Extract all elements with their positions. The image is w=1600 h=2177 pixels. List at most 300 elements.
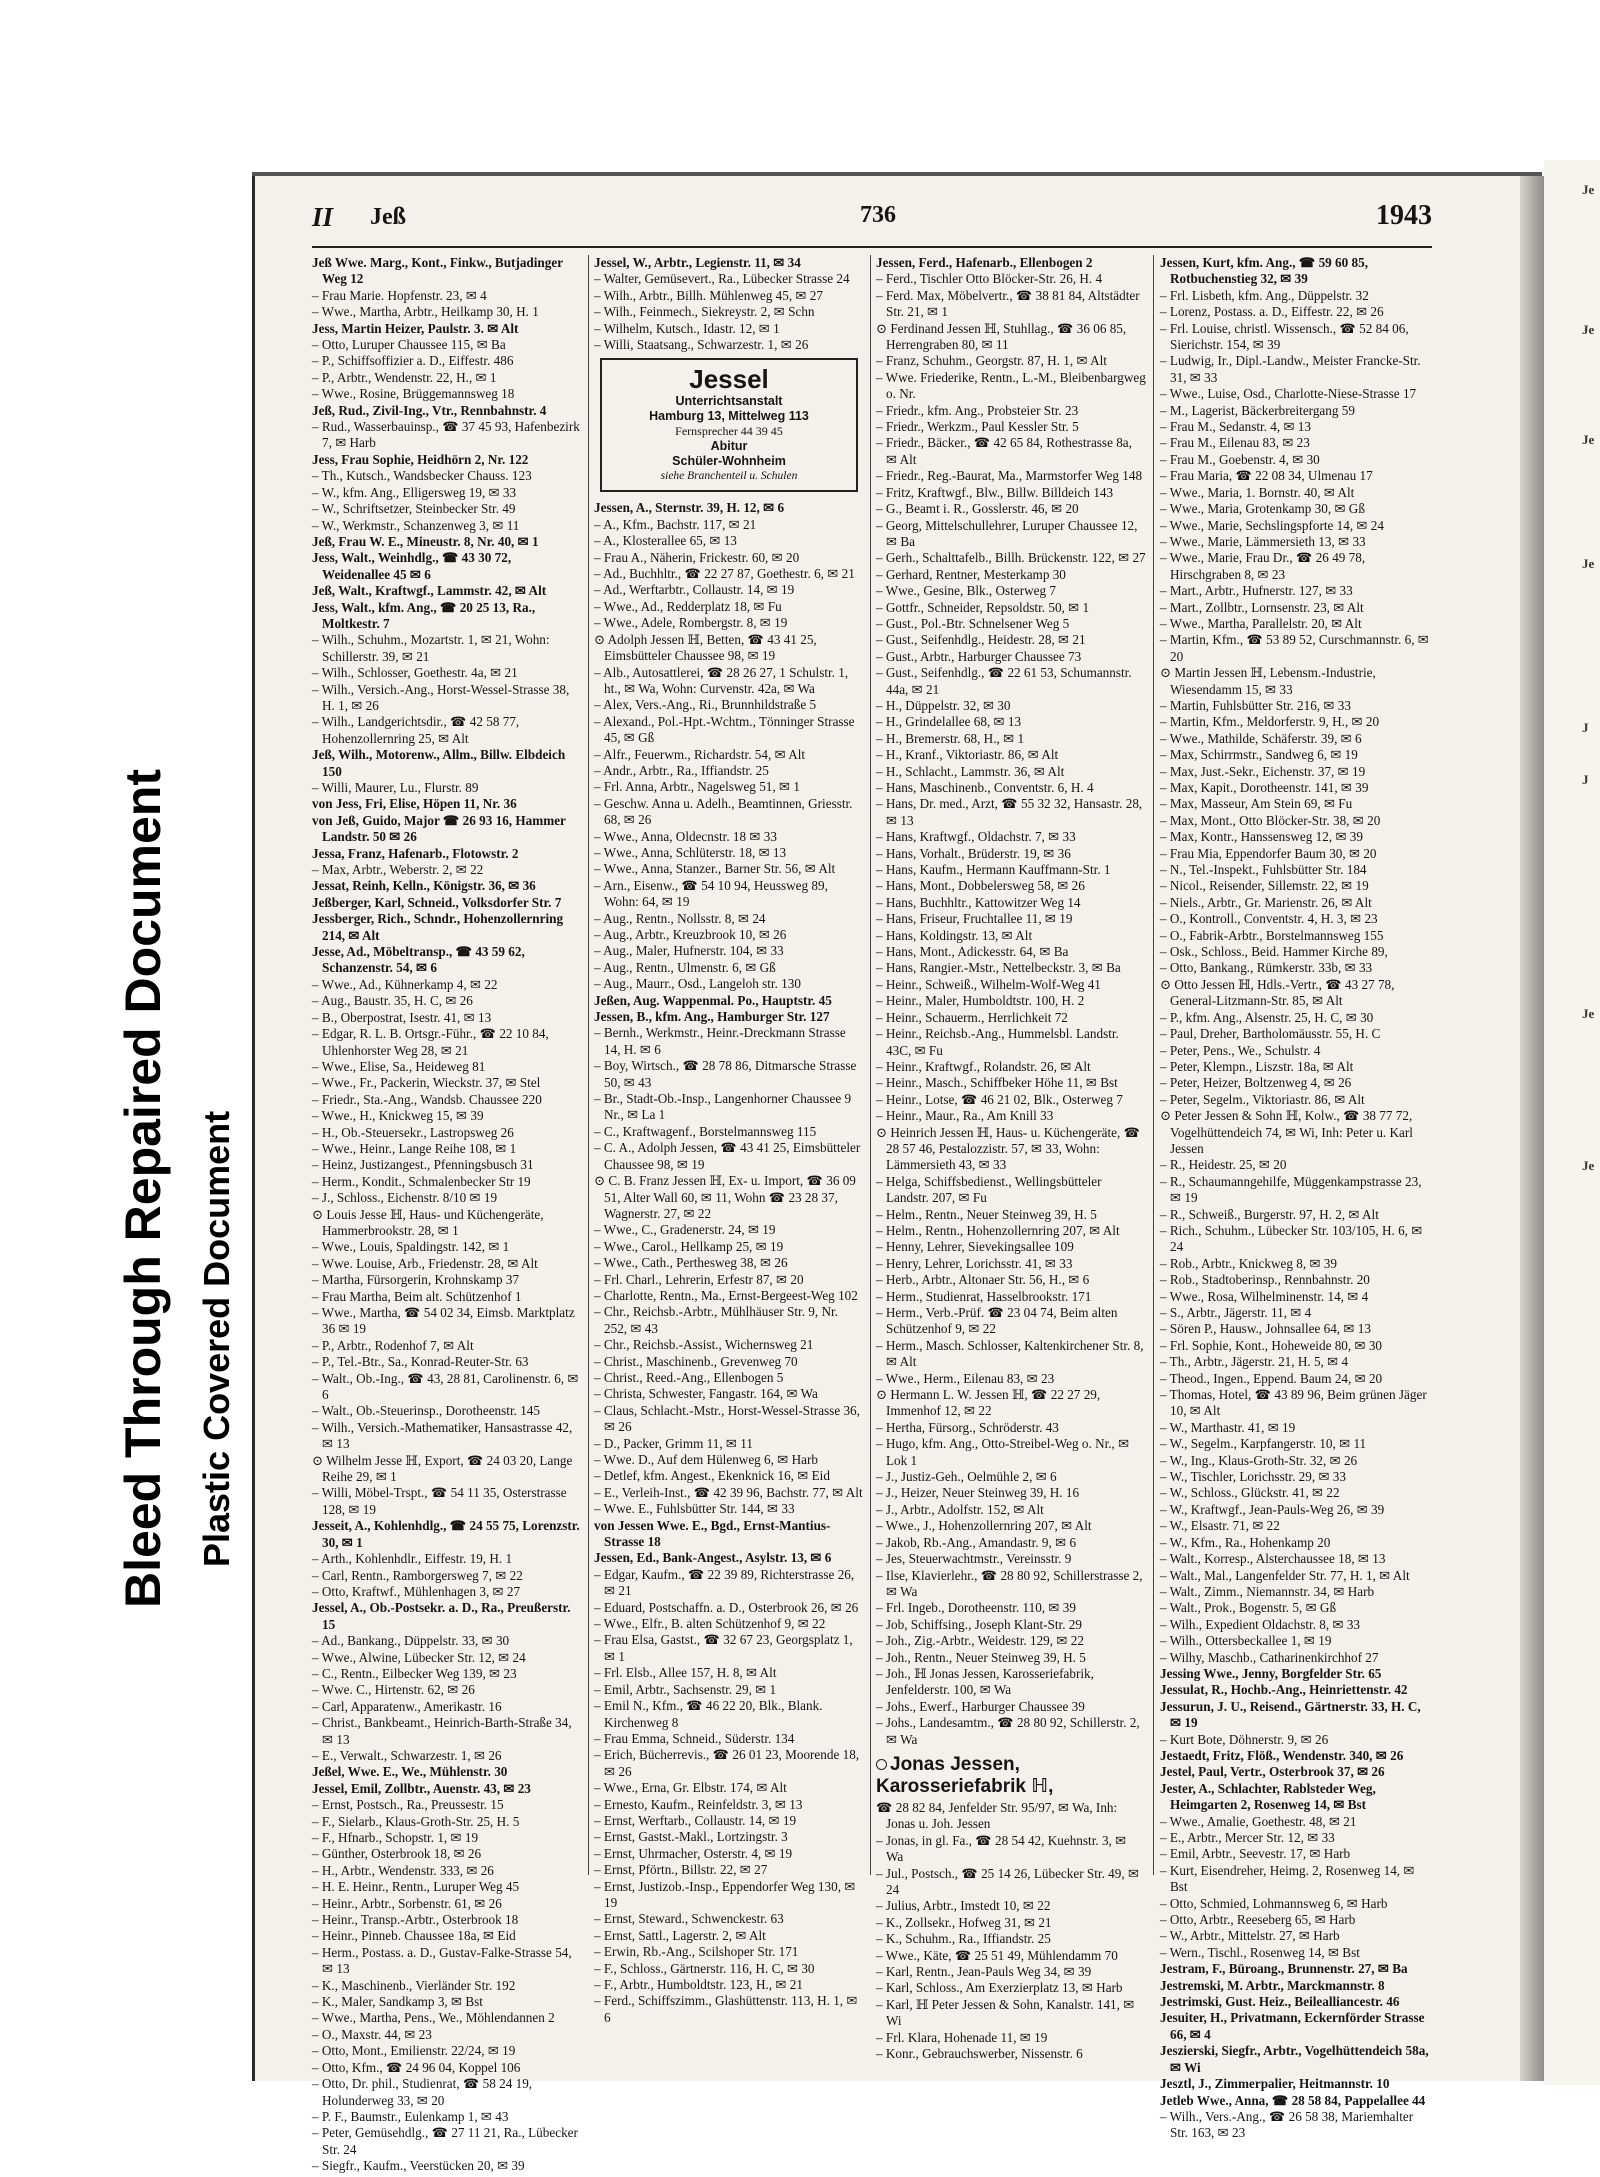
- page-fold-shadow: [1520, 176, 1544, 2081]
- directory-entry: – K., Zollsekr., Hofweg 31, ✉ 21: [876, 1914, 1052, 1930]
- directory-entry: Jessat, Reinh, Kelln., Königstr. 36, ✉ 36: [312, 878, 536, 894]
- directory-entry: – Joh., ℍ Jonas Jessen, Karosseriefabrik, Jenfelderstr. 100, ✉ Wa: [876, 1665, 1094, 1698]
- directory-entry: – Max, Masseur, Am Stein 69, ✉ Fu: [1160, 796, 1353, 812]
- directory-entry: – Chr., Reichsb.-Assist., Wichernsweg 21: [594, 1337, 814, 1353]
- directory-entry: – Peter, Gemüsehdlg., ☎ 27 11 21, Ra., Lübecker Str. 24: [312, 2125, 578, 2157]
- directory-entry: – Otto, Kfm., ☎ 24 96 04, Koppel 106: [312, 2059, 521, 2075]
- directory-entry: – Max, Mont., Otto Blöcker-Str. 38, ✉ 20: [1160, 812, 1381, 828]
- column-3-entries-top: [876, 255, 1146, 1748]
- ad-phone: Fernsprecher 44 39 45: [675, 424, 783, 439]
- directory-entry: – Emil N., Kfm., ☎ 46 22 20, Blk., Blank. Kirchenweg 8: [594, 1698, 823, 1730]
- directory-year: 1943: [1376, 200, 1432, 231]
- directory-entry: – Heinr., Masch., Schiffbeker Höhe 11, ✉ Bst: [876, 1075, 1118, 1091]
- directory-entry: – P., Schiffsoffizier a. D., Eiffestr. 486: [312, 353, 514, 369]
- directory-entry: – Wilh., Schlosser, Goethestr. 4a, ✉ 21: [312, 665, 518, 681]
- directory-entry: – S., Arbtr., Jägerstr. 11, ✉ 4: [1160, 1305, 1312, 1320]
- directory-entry: – Hans, Koldingstr. 13, ✉ Alt: [876, 927, 1033, 943]
- directory-entry: – Hans, Buchhltr., Kattowitzer Weg 14: [876, 894, 1081, 910]
- directory-entry: – Martin, Fuhlsbütter Str. 216, ✉ 33: [1160, 697, 1351, 713]
- directory-entry: – H., Schlacht., Lammstr. 36, ✉ Alt: [876, 763, 1065, 779]
- directory-entry: – Wilh., Arbtr., Billh. Mühlenweg 45, ✉ 27: [594, 287, 823, 303]
- directory-entry: – Max, Kontr., Hanssensweg 12, ✉ 39: [1160, 829, 1363, 845]
- directory-entry: – Aug., Baustr. 35, H. C, ✉ 26: [312, 993, 473, 1009]
- directory-entry: Jessen, Kurt, kfm. Ang., ☎ 59 60 85, Rotbuchenstieg 32, ✉ 39: [1160, 255, 1369, 287]
- ad-reference-note: siehe Branchenteil u. Schulen: [660, 470, 798, 483]
- directory-entry: – Job, Schiffsing., Joseph Klant-Str. 29: [876, 1616, 1082, 1632]
- directory-entry: – Emil, Arbtr., Seevestr. 17, ✉ Harb: [1160, 1846, 1351, 1862]
- directory-entry: – Wwe. Louise, Arb., Friedenstr. 28, ✉ Alt: [312, 1255, 538, 1271]
- directory-entry: – Otto, Schmied, Lohmannsweg 6, ✉ Harb: [1160, 1895, 1388, 1911]
- directory-entry: – Siegfr., Kaufm., Veerstücken 20, ✉ 39: [312, 2158, 525, 2174]
- directory-entry: – Theod., Ingen., Eppend. Baum 24, ✉ 20: [1160, 1370, 1383, 1386]
- directory-entry: – R., Heidestr. 25, ✉ 20: [1160, 1157, 1287, 1173]
- directory-entry: – Kurt, Eisendreher, Heimg. 2, Rosenweg 14, ✉ Bst: [1160, 1862, 1415, 1895]
- directory-entry: – Wwe., C., Gradenerstr. 24, ✉ 19: [594, 1222, 776, 1238]
- directory-entry: – W., Marthastr. 41, ✉ 19: [1160, 1419, 1296, 1435]
- directory-entry: – Heinr., Maler, Humboldtstr. 100, H. 2: [876, 993, 1085, 1009]
- directory-entry: – Chr., Reichsb.-Arbtr., Mühlhäuser Str. 9, Nr. 252, ✉ 43: [594, 1304, 838, 1336]
- directory-entry: – Frl. Klara, Hohenade 11, ✉ 19: [876, 2029, 1048, 2045]
- directory-entry: ⊙ Hermann L. W. Jessen ℍ, ☎ 22 27 29, Immenhof 12, ✉ 22: [876, 1387, 1101, 1419]
- adjacent-page-edge: [1544, 160, 1600, 2085]
- directory-entry: – Wilh., Vers.-Ang., ☎ 26 58 38, Mariemhalter Str. 163, ✉ 23: [1160, 2108, 1414, 2141]
- directory-entry: – Claus, Schlacht.-Mstr., Horst-Wessel-Strasse 36, ✉ 26: [594, 1402, 860, 1435]
- page-header: [312, 202, 1432, 242]
- directory-entry: – Herm., Studienrat, Hasselbrookstr. 171: [876, 1288, 1092, 1304]
- directory-entry: – Frl. Louise, christl. Wissensch., ☎ 52 84 06, Sierichstr. 154, ✉ 39: [1160, 320, 1409, 353]
- directory-entry: Jestram, F., Büroang., Brunnenstr. 27, ✉ Ba: [1160, 1961, 1408, 1977]
- directory-entry: – Wwe., Maria, 1. Bornstr. 40, ✉ Alt: [1160, 484, 1355, 500]
- directory-entry: – Wwe., Heinr., Lange Reihe 108, ✉ 1: [312, 1140, 517, 1156]
- directory-entry: – Jes, Steuerwachtmstr., Vereinsstr. 9: [876, 1551, 1072, 1567]
- directory-entry: – Wwe., Käte, ☎ 25 51 49, Mühlendamm 70: [876, 1947, 1118, 1963]
- directory-entry: Jess, Walt., kfm. Ang., ☎ 20 25 13, Ra., Moltkestr. 7: [312, 599, 536, 631]
- directory-entry: – H., Ob.-Steuersekr., Lastropsweg 26: [312, 1124, 514, 1140]
- directory-entry: – K., Schuhm., Ra., Iffiandstr. 25: [876, 1931, 1051, 1947]
- directory-entry: – Wwe., Anna, Stanzer., Barner Str. 56, ✉ Alt: [594, 861, 836, 877]
- directory-entry: – W., Ing., Klaus-Groth-Str. 32, ✉ 26: [1160, 1452, 1358, 1468]
- directory-entry: – Frau Mia, Eppendorfer Baum 30, ✉ 20: [1160, 845, 1377, 861]
- directory-entry: – Herb., Arbtr., Altonaer Str. 56, H., ✉ 6: [876, 1272, 1090, 1288]
- directory-entry: – A., Kfm., Bachstr. 117, ✉ 21: [594, 516, 757, 532]
- directory-entry: – Karl, ℍ Peter Jessen & Sohn, Kanalstr. 141, ✉ Wi: [876, 1996, 1135, 2029]
- directory-entry: – Th., Arbtr., Jägerstr. 21, H. 5, ✉ 4: [1160, 1354, 1349, 1370]
- directory-entry: – Georg, Mittelschullehrer, Luruper Chaussee 12, ✉ Ba: [876, 517, 1138, 549]
- directory-entry: – Martin, Kfm., Meldorferstr. 9, H., ✉ 20: [1160, 714, 1380, 730]
- column-2: [594, 255, 864, 2025]
- directory-entry: – Aug., Maler, Hufnerstr. 104, ✉ 33: [594, 943, 784, 959]
- directory-entry: Jess, Walt., Weinhdlg., ☎ 43 30 72, Weidenallee 45 ✉ 6: [312, 550, 512, 582]
- directory-entry: ⊙ Heinrich Jessen ℍ, Haus- u. Küchengeräte, ☎ 28 57 46, Pestalozzistr. 57, ✉ 33, Wohn: Lämmersieth 43, ✉ 33: [876, 1124, 1141, 1173]
- directory-entry: – Heinr., Pinneb. Chaussee 18a, ✉ Eid: [312, 1928, 516, 1944]
- directory-entry: – Frl. Sophie, Kont., Hoheweide 80, ✉ 30: [1160, 1337, 1383, 1353]
- directory-entry: – Wwe., Ad., Redderplatz 18, ✉ Fu: [594, 598, 782, 614]
- directory-entry: – E., Verleih-Inst., ☎ 42 39 96, Bachstr. 77, ✉ Alt: [594, 1484, 863, 1500]
- directory-entry: – Ad., Buchhltr., ☎ 22 27 87, Goethestr. 6, ✉ 21: [594, 566, 855, 582]
- directory-entry: – Wwe., Maria, Grotenkamp 30, ✉ Gß: [1160, 501, 1365, 517]
- directory-entry: – Otto, Bankang., Rümkerstr. 33b, ✉ 33: [1160, 960, 1373, 976]
- directory-entry: ⊙ Ferdinand Jessen ℍ, Stuhllag., ☎ 36 06 85, Herrengraben 80, ✉ 11: [876, 320, 1127, 353]
- directory-entry: – H., Bremerstr. 68, H., ✉ 1: [876, 730, 1025, 746]
- directory-entry: – Walt., Prok., Bogenstr. 5, ✉ Gß: [1160, 1600, 1337, 1616]
- directory-entry: – Hugo, kfm. Ang., Otto-Streibel-Weg o. Nr., ✉ Lok 1: [876, 1436, 1130, 1468]
- column-3: [876, 255, 1146, 2062]
- column-divider: [1153, 255, 1154, 1875]
- directory-entry: – Alexand., Pol.-Hpt.-Wchtm., Tönninger Strasse 45, ✉ Gß: [594, 713, 855, 746]
- adjacent-page-letter: Je: [1582, 432, 1595, 447]
- column-divider: [588, 255, 589, 1875]
- directory-entry: – Wwe., Alwine, Lübecker Str. 12, ✉ 24: [312, 1649, 526, 1665]
- directory-entry: – Carl, Rentn., Ramborgersweg 7, ✉ 22: [312, 1567, 523, 1583]
- directory-entry: – Wwe., Marie, Frau Dr., ☎ 26 49 78, Hirschgraben 8, ✉ 23: [1160, 550, 1366, 582]
- directory-entry: – Frau M., Sedanstr. 4, ✉ 13: [1160, 419, 1311, 435]
- directory-entry: – Wwe., Elise, Sa., Heideweg 81: [312, 1058, 486, 1074]
- directory-entry: – A., Klosterallee 65, ✉ 13: [594, 533, 737, 549]
- directory-entry: – Wwe., Fr., Packerin, Wieckstr. 37, ✉ Stel: [312, 1075, 541, 1091]
- directory-entry: – Heinr., Lotse, ☎ 46 21 02, Blk., Osterweg 7: [876, 1091, 1123, 1107]
- directory-entry: – Karl, Rentn., Jean-Pauls Weg 34, ✉ 39: [876, 1964, 1092, 1980]
- directory-entry: – Hans, Dr. med., Arzt, ☎ 55 32 32, Hansastr. 28, ✉ 13: [876, 796, 1143, 828]
- directory-entry: – Willi, Möbel-Trspt., ☎ 54 11 35, Osterstrasse 128, ✉ 19: [312, 1485, 567, 1517]
- directory-entry: Jessurun, J. U., Reisend., Gärtnerstr. 33, H. C, ✉ 19: [1160, 1698, 1421, 1731]
- directory-entry: – Willi, Maurer, Lu., Flurstr. 89: [312, 780, 479, 795]
- directory-entry: – Wwe., Cath., Perthesweg 38, ✉ 26: [594, 1255, 788, 1271]
- directory-entry: – Kurt Bote, Döhnerstr. 9, ✉ 26: [1160, 1731, 1329, 1747]
- header-keyword: Jeß: [370, 204, 406, 230]
- directory-entry: – Bernh., Werkmstr., Heinr.-Dreckmann Strasse 14, H. ✉ 6: [594, 1025, 846, 1057]
- directory-entry: – Otto, Kraftwf., Mühlenhagen 3, ✉ 27: [312, 1583, 521, 1599]
- adjacent-page-letter: Je: [1582, 556, 1595, 571]
- directory-entry: – G., Beamt i. R., Gosslerstr. 46, ✉ 20: [876, 501, 1079, 517]
- column-4: [1160, 255, 1432, 2141]
- directory-entry: Jess, Frau Sophie, Heidhörn 2, Nr. 122: [312, 451, 529, 467]
- directory-entry: – Friedr., Reg.-Baurat, Ma., Marmstorfer Weg 148: [876, 468, 1143, 484]
- column-1: [312, 255, 582, 2174]
- directory-entry: – Jonas, in gl. Fa., ☎ 28 54 42, Kuehnstr. 3, ✉ Wa: [876, 1832, 1127, 1865]
- directory-entry: ⊙ Adolph Jessen ℍ, Betten, ☎ 43 41 25, Eimsbütteler Chaussee 98, ✉ 19: [594, 631, 817, 664]
- directory-entry: – Wilh., Versich.-Mathematiker, Hansastrasse 42, ✉ 13: [312, 1419, 573, 1452]
- directory-entry: – Wwe., Martha, Arbtr., Heilkamp 30, H. 1: [312, 304, 539, 320]
- directory-entry: – Aug., Rentn., Ulmenstr. 6, ✉ Gß: [594, 959, 776, 975]
- directory-entry: – Gust., Seifenhdlg., Heidestr. 28, ✉ 21: [876, 632, 1086, 648]
- directory-entry: – Günther, Osterbrook 18, ✉ 26: [312, 1846, 482, 1862]
- directory-entry: – Rob., Arbtr., Knickweg 8, ✉ 39: [1160, 1255, 1337, 1271]
- directory-entry: Jesztl, J., Zimmerpalier, Heitmannstr. 10: [1160, 2076, 1390, 2092]
- directory-entry: – Wwe., Martha, ☎ 54 02 34, Eimsb. Marktplatz 36 ✉ 19: [312, 1305, 575, 1337]
- directory-entry: – P., kfm. Ang., Alsenstr. 25, H. C, ✉ 30: [1160, 1009, 1374, 1025]
- directory-entry: – Wwe., Martha, Parallelstr. 20, ✉ Alt: [1160, 615, 1362, 631]
- directory-entry: – Gust., Seifenhdlg., ☎ 22 61 53, Schumannstr. 44a, ✉ 21: [876, 665, 1132, 697]
- directory-entry: – Frau Maria, ☎ 22 08 34, Ulmenau 17: [1160, 468, 1373, 484]
- directory-entry: – Wwe., Rosine, Brüggemannsweg 18: [312, 386, 515, 402]
- directory-entry: – C., Kraftwagenf., Borstelmannsweg 115: [594, 1123, 817, 1139]
- directory-entry: – W., Schriftsetzer, Steinbecker Str. 49: [312, 501, 516, 517]
- directory-entry: – Joh., Zig.-Arbtr., Weidestr. 129, ✉ 22: [876, 1633, 1084, 1649]
- directory-entry: – Max, Schirrmstr., Sandweg 6, ✉ 19: [1160, 747, 1358, 763]
- directory-entry: Jestremski, M. Arbtr., Marckmannstr. 8: [1160, 1977, 1385, 1993]
- directory-entry: – Hans, Mont., Dobbelersweg 58, ✉ 26: [876, 878, 1085, 894]
- directory-entry: – Erich, Bücherrevis., ☎ 26 01 23, Moorende 18, ✉ 26: [594, 1747, 860, 1779]
- directory-entry: – Christ., Reed.-Ang., Ellenbogen 5: [594, 1369, 784, 1385]
- directory-entry: – C., Rentn., Eilbecker Weg 139, ✉ 23: [312, 1665, 517, 1681]
- directory-entry: Jesse, Ad., Möbeltransp., ☎ 43 59 62, Schanzenstr. 54, ✉ 6: [312, 944, 525, 976]
- directory-entry: – Wwe., Elfr., B. alten Schützenhof 9, ✉ 22: [594, 1616, 826, 1632]
- directory-entry: – Konr., Gebrauchswerber, Nissenstr. 6: [876, 2046, 1083, 2062]
- directory-entry: – Rob., Stadtoberinsp., Rennbahnstr. 20: [1160, 1272, 1370, 1288]
- directory-entry: – Walt., Korresp., Alsterchaussee 18, ✉ 13: [1160, 1551, 1386, 1567]
- directory-entry: – Wilhy, Maschb., Catharinenkirchhof 27: [1160, 1649, 1379, 1665]
- directory-entry: – Frau M., Goebenstr. 4, ✉ 30: [1160, 451, 1320, 467]
- directory-entry: – Wwe., Herm., Eilenau 83, ✉ 23: [876, 1370, 1055, 1386]
- directory-entry: – Hans, Vorhalt., Brüderstr. 19, ✉ 36: [876, 845, 1071, 861]
- directory-entry: – Max, Kapit., Dorotheenstr. 141, ✉ 39: [1160, 780, 1369, 795]
- featured-company-name: Jonas Jessen, Karosseriefabrik ℍ,: [876, 1753, 1054, 1797]
- directory-entry: – Niels., Arbtr., Gr. Marienstr. 26, ✉ Alt: [1160, 894, 1372, 910]
- directory-entry: – Eduard, Postschaffn. a. D., Osterbrook 26, ✉ 26: [594, 1599, 859, 1615]
- directory-entry: – Arth., Kohlenhdlr., Eiffestr. 19, H. 1: [312, 1551, 513, 1567]
- directory-entry: – Wwe., Louis, Spaldingstr. 142, ✉ 1: [312, 1239, 510, 1255]
- directory-entry: Jesuiter, H., Privatmann, Eckernförder Strasse 66, ✉ 4: [1160, 2010, 1425, 2042]
- directory-entry: – Hans, Mont., Adickesstr. 64, ✉ Ba: [876, 944, 1069, 960]
- directory-entry: – W., Arbtr., Mittelstr. 27, ✉ Harb: [1160, 1928, 1340, 1944]
- directory-entry: Jeßberger, Karl, Schneid., Volksdorfer Str. 7: [312, 894, 562, 910]
- directory-entry: – Wilh., Schuhm., Mozartstr. 1, ✉ 21, Wohn: Schillerstr. 39, ✉ 21: [312, 632, 550, 664]
- directory-entry: – D., Packer, Grimm 11, ✉ 11: [594, 1435, 753, 1451]
- directory-entry: – H. E. Heinr., Rentn., Luruper Weg 45: [312, 1879, 520, 1895]
- directory-entry: – Heinr., Kraftwgf., Rolandstr. 26, ✉ Alt: [876, 1058, 1091, 1074]
- directory-entry: – O., Fabrik-Arbtr., Borstelmannsweg 155: [1160, 927, 1384, 943]
- directory-entry: – Wwe., Anna, Oldecnstr. 18 ✉ 33: [594, 828, 777, 844]
- adjacent-page-letter: Je: [1582, 1158, 1595, 1173]
- directory-entry: – Wwe., Erna, Gr. Elbstr. 174, ✉ Alt: [594, 1780, 787, 1796]
- directory-entry: – Friedr., kfm. Ang., Probsteier Str. 23: [876, 402, 1079, 418]
- directory-entry: – Peter, Pens., We., Schulstr. 4: [1160, 1042, 1321, 1058]
- directory-entry: – Osk., Schloss., Beid. Hammer Kirche 89,: [1160, 944, 1388, 960]
- directory-entry: – Herm., Masch. Schlosser, Kaltenkirchener Str. 8, ✉ Alt: [876, 1337, 1144, 1370]
- directory-entry: – Joh., Rentn., Neuer Steinweg 39, H. 5: [876, 1649, 1086, 1665]
- directory-entry: – Wilh., Landgerichtsdir., ☎ 42 58 77, Hohenzollernring 25, ✉ Alt: [312, 714, 520, 746]
- page-number: 736: [860, 202, 896, 228]
- directory-entry: – Mart., Zollbtr., Lornsenstr. 23, ✉ Alt: [1160, 599, 1364, 615]
- directory-entry: – Jul., Postsch., ☎ 25 14 26, Lübecker Str. 49, ✉ 24: [876, 1865, 1140, 1897]
- directory-entry: – J., Justiz-Geh., Oelmühle 2, ✉ 6: [876, 1469, 1057, 1485]
- directory-entry: – F., Schloss., Gärtnerstr. 116, H. C, ✉ 30: [594, 1960, 815, 1976]
- directory-entry: – Edgar, Kaufm., ☎ 22 39 89, Richterstrasse 26, ✉ 21: [594, 1566, 855, 1599]
- directory-entry: – Karl, Schloss., Am Exerzierplatz 13, ✉ Harb: [876, 1980, 1123, 1996]
- directory-entry: – Hans, Kaufm., Hermann Kauffmann-Str. 1: [876, 862, 1111, 878]
- directory-entry: – Helm., Rentn., Hohenzollernring 207, ✉ Alt: [876, 1222, 1120, 1238]
- directory-entry: – Wwe. C., Hirtenstr. 62, ✉ 26: [312, 1682, 475, 1698]
- directory-entry: – W., kfm. Ang., Elligersweg 19, ✉ 33: [312, 484, 517, 500]
- directory-entry: – Erwin, Rb.-Ang., Scilshoper Str. 171: [594, 1944, 799, 1960]
- directory-entry: – Ernst, Sattl., Lagerstr. 2, ✉ Alt: [594, 1927, 766, 1943]
- ad-dormitory: Schüler-Wohnheim: [672, 454, 786, 469]
- directory-entry: – Christ., Bankbeamt., Heinrich-Barth-Straße 34, ✉ 13: [312, 1715, 572, 1747]
- directory-entry: Jester, A., Schlachter, Rablsteder Weg, Heimgarten 2, Rosenweg 14, ✉ Bst: [1160, 1780, 1376, 1813]
- directory-entry: – E., Arbtr., Mercer Str. 12, ✉ 33: [1160, 1830, 1335, 1845]
- directory-entry: – Heinr., Schauerm., Herrlichkeit 72: [876, 1009, 1068, 1025]
- directory-entry: – W., Elsastr. 71, ✉ 22: [1160, 1518, 1280, 1534]
- directory-entry: Jessulat, R., Hochb.-Ang., Heinriettenstr. 42: [1160, 1682, 1408, 1698]
- directory-entry: – Frl. Elsb., Allee 157, H. 8, ✉ Alt: [594, 1665, 777, 1681]
- directory-entry: – Christa, Schwester, Fangastr. 164, ✉ Wa: [594, 1386, 818, 1402]
- directory-entry: – Hans, Kraftwgf., Oldachstr. 7, ✉ 33: [876, 829, 1076, 845]
- directory-entry: – Heinr., Schweiß., Wilhelm-Wolf-Weg 41: [876, 976, 1101, 992]
- directory-entry: Jeß Wwe. Marg., Kont., Finkw., Butjadinger Weg 12: [312, 255, 563, 287]
- directory-entry: – Ernst, Pförtn., Billstr. 22, ✉ 27: [594, 1862, 768, 1878]
- directory-entry: Jess, Martin Heizer, Paulstr. 3. ✉ Alt: [312, 320, 519, 336]
- directory-entry: Jeß, Walt., Kraftwgf., Lammstr. 42, ✉ Alt: [312, 583, 547, 599]
- directory-entry: – Peter, Heizer, Boltzenweg 4, ✉ 26: [1160, 1075, 1352, 1091]
- directory-entry: Jeßen, Aug. Wappenmal. Po., Hauptstr. 45: [594, 992, 832, 1008]
- directory-entry: – Br., Stadt-Ob.-Insp., Langenhorner Chaussee 9 Nr., ✉ La 1: [594, 1091, 852, 1123]
- directory-entry: – O., Maxstr. 44, ✉ 23: [312, 2026, 432, 2042]
- directory-entry: – Christ., Maschinenb., Grevenweg 70: [594, 1353, 798, 1369]
- directory-entry: Jestaedt, Fritz, Flöß., Wendenstr. 340, ✉ 26: [1160, 1747, 1404, 1763]
- directory-entry: – J., Heizer, Neuer Steinweg 39, H. 16: [876, 1485, 1080, 1501]
- directory-entry: – Julius, Arbtr., Imstedt 10, ✉ 22: [876, 1898, 1051, 1914]
- directory-entry: ⊙ Otto Jessen ℍ, Hdls.-Vertr., ☎ 43 27 78, General-Litzmann-Str. 85, ✉ Alt: [1160, 976, 1395, 1009]
- directory-entry: – Herm., Kondit., Schmalenbecker Str 19: [312, 1173, 531, 1189]
- directory-entry: – Frau Elsa, Gastst., ☎ 32 67 23, Georgsplatz 1, ✉ 1: [594, 1632, 853, 1664]
- directory-entry: ☎ 28 82 84, Jenfelder Str. 95/97, ✉ Wa, Inh: Jonas u. Joh. Jessen: [876, 1799, 1118, 1832]
- directory-entry: – Wilhelm, Kutsch., Idastr. 12, ✉ 1: [594, 320, 780, 336]
- directory-entry: Jessa, Franz, Hafenarb., Flotowstr. 2: [312, 845, 519, 861]
- directory-entry: – Nicol., Reisender, Sillemstr. 22, ✉ 19: [1160, 878, 1369, 894]
- directory-entry: – K., Maschinenb., Vierländer Str. 192: [312, 1977, 516, 1993]
- directory-entry: Jesseit, A., Kohlenhdlg., ☎ 24 55 75, Lorenzstr. 30, ✉ 1: [312, 1518, 580, 1550]
- directory-entry: – Martha, Fürsorgerin, Krohnskamp 37: [312, 1272, 520, 1288]
- directory-entry: Jeszierski, Siegfr., Arbtr., Vogelhüttendeich 58a, ✉ Wi: [1160, 2043, 1429, 2075]
- directory-entry: – Friedr., Sta.-Ang., Wandsb. Chaussee 220: [312, 1091, 542, 1107]
- directory-entry: – Wwe., Gesine, Blk., Osterweg 7: [876, 583, 1056, 599]
- directory-entry: – Ludwig, Ir., Dipl.-Landw., Meister Francke-Str. 31, ✉ 33: [1160, 353, 1421, 385]
- directory-entry: – Heinr., Reichsb.-Ang., Hummelsbl. Landstr. 43C, ✉ Fu: [876, 1026, 1119, 1058]
- directory-entry: – Wwe., Anna, Schlüterstr. 18, ✉ 13: [594, 844, 787, 860]
- directory-entry: Jessen, Ferd., Hafenarb., Ellenbogen 2: [876, 255, 1093, 270]
- directory-entry: – R., Schaumanngehilfe, Müggenkampstrasse 23, ✉ 19: [1160, 1173, 1422, 1206]
- directory-entry: – Wwe. D., Auf dem Hülenweg 6, ✉ Harb: [594, 1452, 818, 1467]
- directory-entry: ⊙ Peter Jessen & Sohn ℍ, Kolw., ☎ 38 77 72, Vogelhüttendeich 74, ✉ Wi, Inh: Peter u. Karl Jessen: [1160, 1108, 1413, 1156]
- directory-entry: – Friedr., Bäcker., ☎ 42 65 84, Rothestrasse 8a, ✉ Alt: [876, 435, 1132, 467]
- directory-entry: – Lorenz, Postass. a. D., Eiffestr. 22, ✉ 26: [1160, 304, 1384, 320]
- directory-entry: – W., Kraftwgf., Jean-Pauls-Weg 26, ✉ 39: [1160, 1501, 1385, 1517]
- directory-entry: – Frau A., Näherin, Frickestr. 60, ✉ 20: [594, 549, 800, 565]
- directory-entry: – Willi, Staatsang., Schwarzestr. 1, ✉ 26: [594, 337, 809, 353]
- directory-entry: – W., Schloss., Glückstr. 41, ✉ 22: [1160, 1485, 1340, 1501]
- directory-entry: – Ad., Werftarbtr., Collaustr. 14, ✉ 19: [594, 582, 795, 598]
- directory-entry: – Andr., Arbtr., Ra., Iffiandstr. 25: [594, 762, 769, 778]
- column-2-entries-top: [594, 255, 864, 353]
- directory-entry: – C. A., Adolph Jessen, ☎ 43 41 25, Eimsbütteler Chaussee 98, ✉ 19: [594, 1140, 861, 1172]
- directory-entry: – Gerhard, Rentner, Mesterkamp 30: [876, 566, 1066, 582]
- directory-entry: – Sören P., Hausw., Johnsallee 64, ✉ 13: [1160, 1321, 1371, 1337]
- directory-entry: von Jessen Wwe. E., Bgd., Ernst-Mantius-Strasse 18: [594, 1517, 831, 1550]
- directory-entry: – Wilh., Ottersbeckallee 1, ✉ 19: [1160, 1633, 1332, 1649]
- directory-entry: – W., Werkmstr., Schanzenweg 3, ✉ 11: [312, 517, 520, 533]
- directory-entry: ⊙ Wilhelm Jesse ℍ, Export, ☎ 24 03 20, Lange Reihe 29, ✉ 1: [312, 1452, 573, 1485]
- directory-entry: – Wwe., Martha, Pens., We., Möhlendannen 2: [312, 2010, 555, 2026]
- directory-entry: – Charlotte, Rentn., Ma., Ernst-Bergeest-Weg 102: [594, 1287, 858, 1303]
- directory-entry: – Heinz, Justizangest., Pfenningsbusch 31: [312, 1157, 534, 1173]
- directory-entry: – Ernst, Steward., Schwenckestr. 63: [594, 1911, 784, 1927]
- directory-entry: – Carl, Apparatenw., Amerikastr. 16: [312, 1698, 502, 1714]
- directory-entry: – Ferd., Tischler Otto Blöcker-Str. 26, H. 4: [876, 271, 1103, 287]
- directory-entry: – Walt., Mal., Langenfelder Str. 77, H. 1, ✉ Alt: [1160, 1567, 1410, 1583]
- directory-entry: – Gottfr., Schneider, Repsoldstr. 50, ✉ 1: [876, 599, 1090, 615]
- directory-entry: – Peter, Segelm., Viktoriastr. 86, ✉ Alt: [1160, 1091, 1365, 1107]
- directory-entry: – H., Kranf., Viktoriastr. 86, ✉ Alt: [876, 747, 1059, 763]
- directory-entry: – Aug., Maurr., Osd., Langeloh str. 130: [594, 976, 801, 992]
- directory-entry: – F., Sielarb., Klaus-Groth-Str. 25, H. 5: [312, 1813, 520, 1829]
- featured-company-entry: [876, 1754, 1146, 1798]
- directory-entry: – Boy, Wirtsch., ☎ 28 78 86, Ditmarsche Strasse 50, ✉ 43: [594, 1058, 857, 1090]
- directory-entry: – M., Lagerist, Bäckerbreitergang 59: [1160, 402, 1355, 418]
- directory-entry: – Jakob, Rb.-Ang., Amandastr. 9, ✉ 6: [876, 1534, 1077, 1550]
- directory-entry: von Jeß, Guido, Major ☎ 26 93 16, Hammer Landstr. 50 ✉ 26: [312, 812, 566, 845]
- directory-entry: – Ernst, Justizob.-Insp., Eppendorfer Weg 130, ✉ 19: [594, 1878, 856, 1910]
- directory-entry: Jessen, B., kfm. Ang., Hamburger Str. 127: [594, 1009, 830, 1025]
- directory-entry: Jetleb Wwe., Anna, ☎ 28 58 84, Pappelallee 44: [1160, 2092, 1426, 2108]
- directory-entry: – Walt., Ob.-Ing., ☎ 43, 28 81, Carolinenstr. 6, ✉ 6: [312, 1370, 579, 1403]
- directory-entry: von Jess, Fri, Elise, Höpen 11, Nr. 36: [312, 796, 517, 812]
- directory-entry: – Hans, Maschinenb., Conventstr. 6, H. 4: [876, 780, 1094, 795]
- directory-entry: – Heinr., Transp.-Arbtr., Osterbrook 18: [312, 1912, 519, 1928]
- directory-entry: – W., Segelm., Karpfangerstr. 10, ✉ 11: [1160, 1436, 1367, 1452]
- directory-entry: – H., Grindelallee 68, ✉ 13: [876, 714, 1022, 730]
- directory-entry: – Helga, Schiffsbedienst., Wellingsbütteler Landstr. 207, ✉ Fu: [876, 1173, 1102, 1206]
- directory-entry: – P., Tel.-Btr., Sa., Konrad-Reuter-Str. 63: [312, 1354, 529, 1370]
- directory-entry: – Wern., Tischl., Rosenweg 14, ✉ Bst: [1160, 1944, 1360, 1960]
- ad-address: Hamburg 13, Mittelweg 113: [649, 409, 809, 424]
- directory-entry: – Gust., Pol.-Btr. Schnelsener Weg 5: [876, 615, 1070, 631]
- header-rule: [312, 246, 1432, 248]
- directory-entry: – Frl. Lisbeth, kfm. Ang., Düppelstr. 32: [1160, 287, 1369, 303]
- directory-entry: ⊙ C. B. Franz Jessen ℍ, Ex- u. Import, ☎ 36 09 51, Alter Wall 60, ✉ 11, Wohn ☎ 23 28 37, Wagnerstr. 27, ✉ 22: [594, 1173, 856, 1221]
- directory-entry: – Frau M., Eilenau 83, ✉ 23: [1160, 435, 1310, 451]
- directory-entry: Jeß, Frau W. E., Mineustr. 8, Nr. 40, ✉ 1: [312, 533, 539, 549]
- directory-entry: Jeßel, Wwe. E., We., Mühlenstr. 30: [312, 1764, 508, 1780]
- directory-entry: – Wwe., Luise, Osd., Charlotte-Niese-Strasse 17: [1160, 386, 1417, 402]
- directory-entry: – Ernst, Gastst.-Makl., Lortzingstr. 3: [594, 1829, 788, 1845]
- adjacent-page-letter: J: [1582, 720, 1589, 735]
- directory-entry: – Friedr., Werkzm., Paul Kessler Str. 5: [876, 419, 1079, 435]
- adjacent-page-letter: Je: [1582, 1006, 1595, 1021]
- directory-entry: – Walt., Zimm., Niemannstr. 34, ✉ Harb: [1160, 1583, 1375, 1599]
- directory-entry: Jessberger, Rich., Schndr., Hohenzollernring 214, ✉ Alt: [312, 911, 564, 943]
- column-2-entries-bottom: [594, 500, 864, 2026]
- directory-entry: – Thomas, Hotel, ☎ 43 89 96, Beim grünen Jäger 10, ✉ Alt: [1160, 1387, 1427, 1419]
- directory-entry: – Frau Emma, Schneid., Süderstr. 134: [594, 1730, 795, 1746]
- directory-entry: – Wwe. E., Fuhlsbütter Str. 144, ✉ 33: [594, 1501, 795, 1517]
- directory-entry: – Rud., Wasserbauinsp., ☎ 37 45 93, Hafenbezirk 7, ✉ Harb: [312, 419, 580, 451]
- directory-entry: – Max, Just.-Sekr., Eichenstr. 37, ✉ 19: [1160, 763, 1366, 779]
- column-divider: [870, 255, 871, 1875]
- directory-entry: Jessel, W., Arbtr., Legienstr. 11, ✉ 34: [594, 255, 801, 270]
- directory-entry: – Johs., Landesamtm., ☎ 28 80 92, Schillerstr. 2, ✉ Wa: [876, 1715, 1140, 1747]
- directory-entry: – Heinr., Maur., Ra., Am Knill 33: [876, 1108, 1054, 1124]
- directory-entry: – Wwe., Marie, Lämmersieth 13, ✉ 33: [1160, 533, 1366, 549]
- directory-entry: – Wilh., Feinmech., Siekreystr. 2, ✉ Schn: [594, 304, 815, 320]
- school-advertisement: [600, 358, 858, 492]
- directory-entry: – Henry, Lehrer, Lorichsstr. 41, ✉ 33: [876, 1255, 1073, 1271]
- directory-entry: – Otto, Mont., Emilienstr. 22/24, ✉ 19: [312, 2043, 516, 2059]
- directory-entry: – J., Schloss., Eichenstr. 8/10 ✉ 19: [312, 1190, 498, 1206]
- directory-entry: – Wwe., Rosa, Wilhelminenstr. 14, ✉ 4: [1160, 1288, 1369, 1304]
- directory-entry: – Paul, Dreher, Bartholomäusstr. 55, H. C: [1160, 1026, 1381, 1042]
- directory-entry: ⊙ Louis Jesse ℍ, Haus- und Küchengeräte, Hammerbrookstr. 28, ✉ 1: [312, 1206, 544, 1238]
- directory-entry: – Emil, Arbtr., Sachsenstr. 29, ✉ 1: [594, 1681, 777, 1697]
